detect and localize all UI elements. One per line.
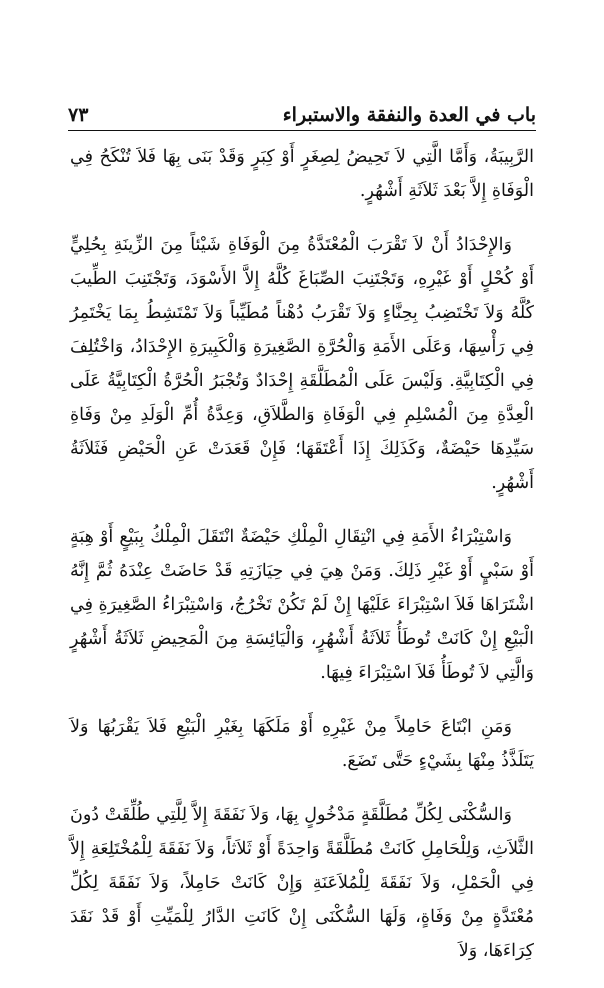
page-body [70,140,534,988]
page-number: ٧٣ [68,104,89,126]
paragraph: وَالسُّكْنَى لِكُلِّ مُطَلَّقَةٍ مَدْخُولٍ بِهَا، وَلاَ نَفَقَةَ إِلاَّ لِلَّتِي طُلِّقَتْ دُونَ الثَّلاَثِ، وَلِلْحَامِلِ كَانَتْ مُطَلَّقَةً وَاحِدَةً أَوْ ثَلاَثاً، وَلاَ نَفَقَةَ لِلْمُخْتَلِعَةِ إِلاَّ فِي الْحَمْلِ، وَلاَ نَفَقَةَ لِلْمُلاَعَنَةِ وَإِنْ كَانَتْ حَامِلاً، وَلاَ نَفَقَةَ لِكُلِّ مُعْتَدَّةٍ مِنْ وَفَاةٍ، وَلَهَا السُّكْنَى إِنْ كَانَتِ الدَّارُ لِلْمَيِّتِ أَوْ قَدْ نَقَدَ كِرَاءَهَا، وَلاَ [70,805,534,961]
paragraph: وَمَنِ ابْتَاعَ حَامِلاً مِنْ غَيْرِهِ أَوْ مَلَكَهَا بِغَيْرِ الْبَيْعِ فَلاَ يَقْرَبُهَا وَلاَ يَتَلَذَّذُ مِنْهَا بِشَيْءٍ حَتَّى تَضَعَ. [70,717,534,771]
header-divider [68,130,536,131]
paragraph: وَالإِحْدَادُ أَنْ لاَ تَقْرَبَ الْمُعْتَدَّةُ مِنَ الْوَفَاةِ شَيْئاً مِنَ الزِّينَةِ بِحُلِيٍّ أَوْ كُحْلٍ أَوْ غَيْرِهِ، وَتَجْتَنِبَ الصِّبَاغَ كُلَّهُ إِلاَّ الأَسْوَدَ، وَتَجْتَنِبَ الطِّيبَ كُلَّهُ وَلاَ تَخْتَضِبُ بِحِنَّاءٍ وَلاَ تَقْرَبُ دُهْناً مُطَيِّباً وَلاَ تَمْتَشِطُ بِمَا يَخْتَمِرُ فِي رَأْسِهَا، وَعَلَى الأَمَةِ وَالْحُرَّةِ الصَّغِيرَةِ وَالْكَبِيرَةِ الإِحْدَادُ، وَاخْتُلِفَ فِي الْكِتَابِيَّةِ. وَلَيْسَ عَلَى الْمُطَلَّقَةِ إِحْدَادٌ وَتُجْبَرُ الْحُرَّةُ الْكِتَابِيَّةُ عَلَى الْعِدَّةِ مِنَ الْمُسْلِمِ فِي الْوَفَاةِ وَالطَّلاَقِ، وَعِدَّةُ أُمِّ الْوَلَدِ مِنْ وَفَاةِ سَيِّدِهَا حَيْضَةٌ، وَكَذَلِكَ إِذَا أَعْتَقَهَا؛ فَإِنْ قَعَدَتْ عَنِ الْحَيْضِ فَثَلاَثَةُ أَشْهُرٍ. [70,235,534,493]
page-header [68,96,536,126]
paragraph: وَاسْتِبْرَاءُ الأَمَةِ فِي انْتِقَالِ الْمِلْكِ حَيْضَةٌ انْتَقَلَ الْمِلْكُ بِبَيْعٍ أَوْ هِبَةٍ أَوْ سَبْيٍ أَوْ غَيْرِ ذَلِكَ. وَمَنْ هِيَ فِي حِيَازَتِهِ قَدْ حَاضَتْ عِنْدَهُ ثُمَّ إِنَّهُ اشْتَرَاهَا فَلاَ اسْتِبْرَاءَ عَلَيْهَا إِنْ لَمْ تَكُنْ تَخْرُجُ، وَاسْتِبْرَاءُ الصَّغِيرَةِ فِي الْبَيْعِ إِنْ كَانَتْ تُوطَأُ ثَلاَثَةُ أَشْهُرٍ، وَالْيَائِسَةِ مِنَ الْمَحِيضِ ثَلاَثَةُ أَشْهُرٍ وَالَّتِي لاَ تُوطَأُ فَلاَ اسْتِبْرَاءَ فِيهَا. [70,527,534,683]
running-title: باب في العدة والنفقة والاستبراء [282,104,536,126]
paragraph: الرَّبِيبَةُ، وَأَمَّا الَّتِي لاَ تَحِيضُ لِصِغَرٍ أَوْ كِبَرٍ وَقَدْ بَنَى بِهَا فَلاَ تُنْكَحُ فِي الْوَفَاةِ إِلاَّ بَعْدَ ثَلاَثَةِ أَشْهُرٍ. [70,147,534,201]
